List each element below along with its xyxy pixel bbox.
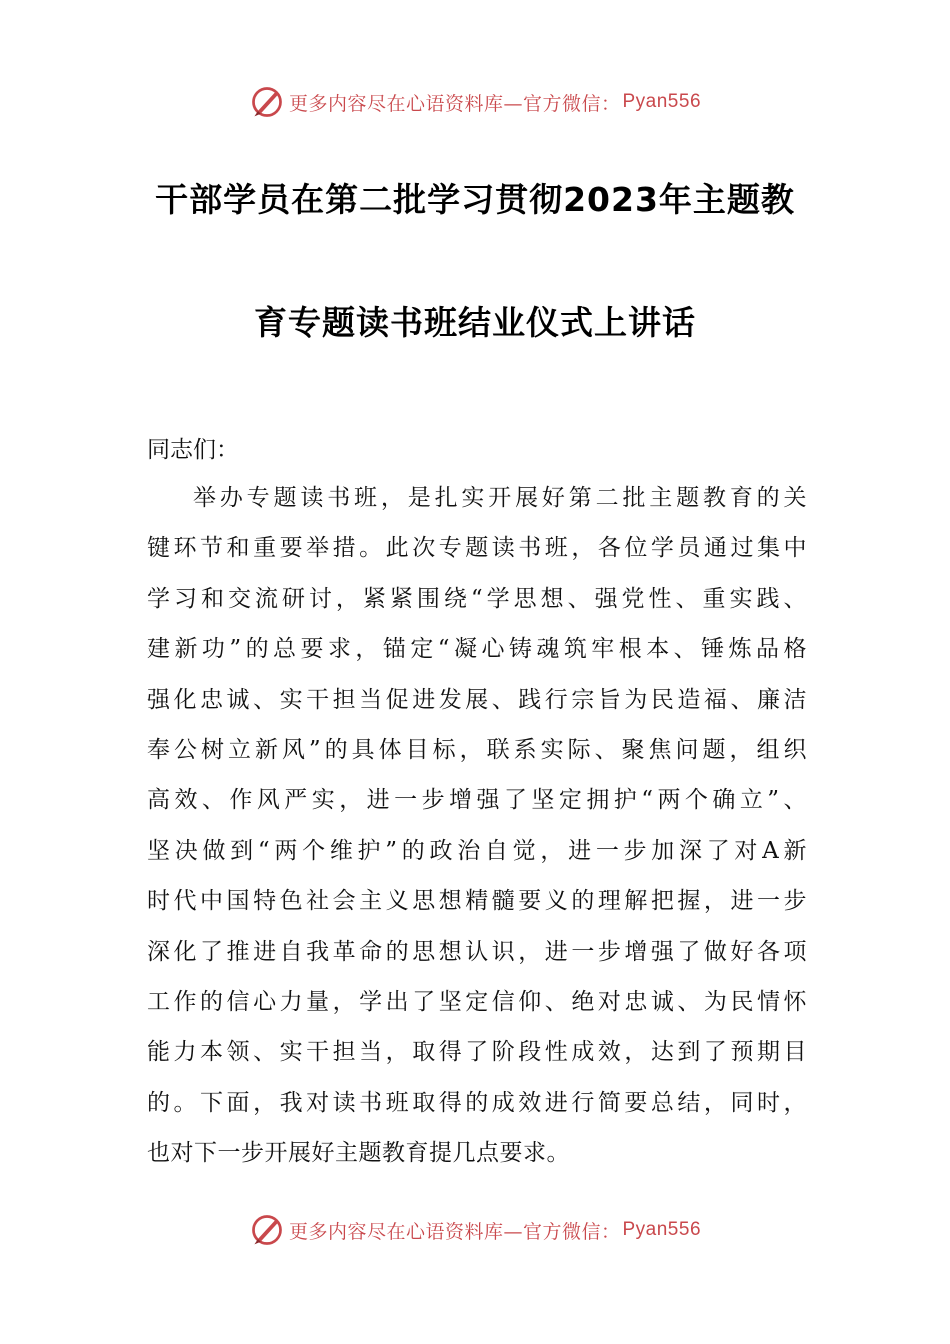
- wechat-id: Pyan556: [622, 91, 702, 112]
- body-line: 时代中国特色社会主义思想精髓要义的理解把握，进一步: [147, 888, 807, 915]
- document-title-line-1: 干部学员在第二批学习贯彻2023年主题教: [155, 180, 795, 219]
- body-line: 举办专题读书班，是扎实开展好第二批主题教育的关: [193, 485, 807, 511]
- body-line: 深化了推进自我革命的思想认识，进一步增强了做好各项: [147, 938, 807, 965]
- body-line: 坚决做到“两个维护”的政治自觉，进一步加深了对A新: [147, 837, 807, 864]
- body-line: 学习和交流研讨，紧紧围绕“学思想、强党性、重实践、: [147, 585, 807, 612]
- document-title-line-2: 育专题读书班结业仪式上讲话: [254, 303, 696, 342]
- greeting: 同志们：: [147, 437, 239, 463]
- body-line: 也对下一步开展好主题教育提几点要求。: [147, 1140, 570, 1167]
- body-line: 能力本领、实干担当，取得了阶段性成效，达到了预期目: [147, 1039, 807, 1066]
- watermark-text: 更多内容尽在心语资料库—官方微信：: [288, 92, 621, 115]
- body-line: 键环节和重要举措。此次专题读书班，各位学员通过集中: [147, 535, 807, 562]
- body-line: 强化忠诚、实干担当促进发展、践行宗旨为民造福、廉洁: [147, 686, 807, 713]
- body-line: 建新功”的总要求，锚定“凝心铸魂筑牢根本、锤炼品格: [147, 636, 807, 663]
- body-paragraph: [147, 478, 807, 1183]
- header-watermark: [0, 82, 950, 122]
- pen-circle-logo-icon: [249, 1212, 285, 1248]
- body-line: 高效、作风严实，进一步增强了坚定拥护“两个确立”、: [147, 787, 807, 814]
- body-line: 工作的信心力量，学出了坚定信仰、绝对忠诚、为民情怀: [147, 988, 807, 1015]
- watermark-text: 更多内容尽在心语资料库—官方微信：: [288, 1220, 621, 1243]
- wechat-id: Pyan556: [622, 1219, 702, 1240]
- body-line: 的。下面，我对读书班取得的成效进行简要总结，同时，: [147, 1089, 807, 1116]
- body-line: 奉公树立新风”的具体目标，联系实际、聚焦问题，组织: [147, 736, 807, 763]
- pen-circle-logo-icon: [249, 84, 285, 120]
- footer-watermark: [0, 1210, 950, 1250]
